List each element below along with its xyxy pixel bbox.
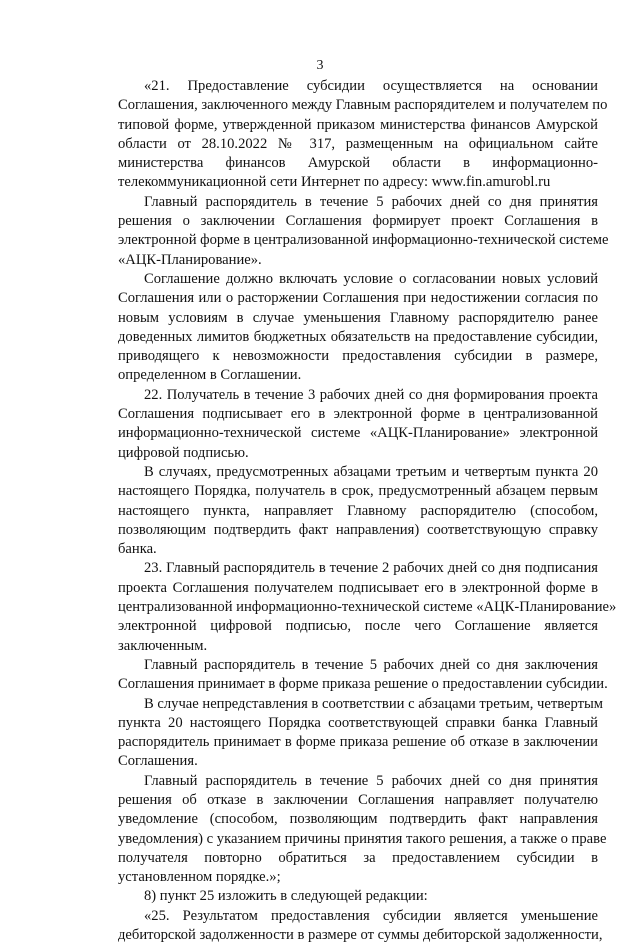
text-line: Главный распорядитель в течение 5 рабочих дней со дня заключения xyxy=(144,656,598,673)
text-line: пункта 20 настоящего Порядка соответствующей справки банка Главный xyxy=(118,714,598,731)
text-line: Главный распорядитель в течение 5 рабочих дней со дня принятия xyxy=(144,772,598,789)
text-line: «25. Результатом предоставления субсидии является уменьшение xyxy=(144,907,598,924)
paragraph xyxy=(118,193,609,270)
text-line: уведомления) с указанием причины принятия такого решения, а также о праве xyxy=(118,830,607,847)
text-line: настоящего пункта, направляет Главному распорядителю (способом, xyxy=(118,502,598,519)
text-line: 22. Получатель в течение 3 рабочих дней со дня формирования проекта xyxy=(144,386,598,403)
text-line: решения об отказе в заключении Соглашения направляет получателю xyxy=(118,791,598,808)
text-line: определенном в Соглашении. xyxy=(118,367,302,384)
paragraph xyxy=(118,386,598,463)
text-line: электронной форме в централизованной информационно-технической системе xyxy=(118,232,609,249)
text-line: «АЦК-Планирование». xyxy=(118,251,262,268)
text-line: приводящего к невозможности предоставления субсидии в размере, xyxy=(118,348,598,365)
text-line: распорядитель принимает в форме приказа решение об отказе в заключении xyxy=(118,734,598,751)
text-line: доведенных лимитов бюджетных обязательств на предоставление субсидии, xyxy=(118,328,598,345)
text-line: министерства финансов Амурской области в информационно- xyxy=(118,155,598,172)
paragraph xyxy=(118,77,608,193)
text-line: банка. xyxy=(118,541,157,558)
paragraph xyxy=(118,772,607,888)
text-line: Соглашения подписывает его в электронной форме в централизованной xyxy=(118,406,598,423)
text-line: 23. Главный распорядитель в течение 2 рабочих дней со дня подписания xyxy=(144,560,598,577)
text-line: типовой форме, утвержденной приказом министерства финансов Амурской xyxy=(118,116,598,133)
text-line: проекта Соглашения получателем подписывает его в электронной форме в xyxy=(118,579,598,596)
text-line: Соглашения принимает в форме приказа решение о предоставлении субсидии. xyxy=(118,676,608,693)
text-line: централизованной информационно-технической системе «АЦК-Планирование» xyxy=(118,599,617,616)
text-line: информационно-технической системе «АЦК-Планирование» электронной xyxy=(118,425,598,442)
text-line: В случае непредставления в соответствии с абзацами третьим, четвертым xyxy=(144,695,604,712)
text-line: Соглашения, заключенного между Главным распорядителем и получателем по xyxy=(118,97,608,114)
text-line: получателя повторно обратиться за предоставлением субсидии в xyxy=(118,849,598,866)
text-line: уведомление (способом, позволяющим подтвердить факт направления xyxy=(118,811,598,828)
text-line: В случаях, предусмотренных абзацами третьим и четвертым пункта 20 xyxy=(144,463,598,480)
text-line: «21. Предоставление субсидии осуществляется на основании xyxy=(144,78,598,94)
text-line: настоящего Порядка, получатель в срок, предусмотренный абзацем первым xyxy=(118,483,598,500)
text-line: решения о заключении Соглашения формирует проект Соглашения в xyxy=(118,213,598,230)
text-line: телекоммуникационной сети Интернет по адресу: www.fin.amurobl.ru xyxy=(118,174,551,191)
text-line: области от 28.10.2022 № 317, размещенным на официальном сайте xyxy=(118,135,598,152)
paragraph xyxy=(118,907,603,945)
text-line: установленном порядке.»; xyxy=(118,869,281,886)
text-line: Соглашение должно включать условие о согласовании новых условий xyxy=(144,270,598,287)
text-line: Главный распорядитель в течение 5 рабочих дней со дня принятия xyxy=(144,193,598,210)
text-line: цифровой подписью. xyxy=(118,444,249,461)
text-line: Соглашения. xyxy=(118,753,198,770)
text-line: электронной цифровой подписью, после чего Соглашение является xyxy=(118,618,598,635)
text-line: заключенным. xyxy=(118,637,208,654)
paragraph xyxy=(118,559,617,655)
text-line: новым условиям в случае уменьшения Главному распорядителю ранее xyxy=(118,309,598,326)
paragraph xyxy=(118,463,598,559)
paragraph xyxy=(118,656,608,695)
text-line: дебиторской задолженности в размере от суммы дебиторской задолженности, xyxy=(118,927,603,944)
document-body xyxy=(118,77,617,945)
paragraph xyxy=(118,695,604,772)
paragraph xyxy=(118,887,598,906)
page-number: 3 xyxy=(316,58,324,73)
text-line: 8) пункт 25 изложить в следующей редакции: xyxy=(144,888,428,905)
text-line: позволяющим подтвердить факт направления) соответствующую справку xyxy=(118,521,598,538)
text-line: Соглашения или о расторжении Соглашения при недостижении согласия по xyxy=(118,290,598,307)
paragraph xyxy=(118,270,598,386)
